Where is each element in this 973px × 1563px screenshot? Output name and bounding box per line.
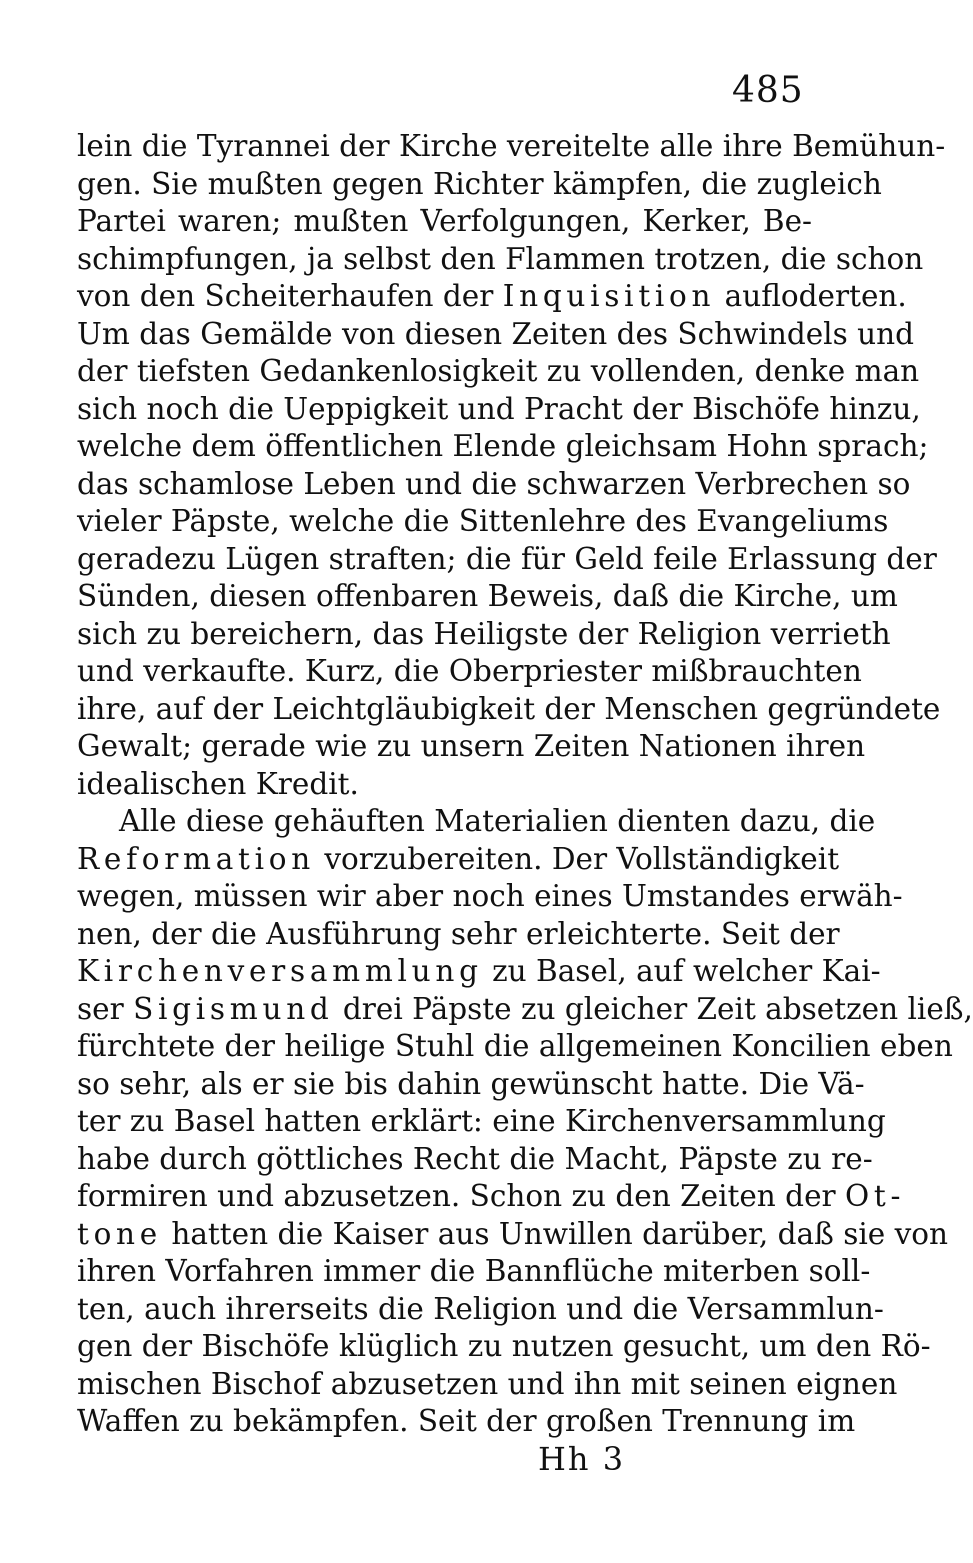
text-line: sich zu bereichern, das Heiligste der Religion verrieth: [77, 616, 891, 651]
page-number: 485: [732, 70, 804, 111]
text-line: Sünden, diesen offenbaren Beweis, daß die Kirche, um: [77, 579, 898, 613]
line-text: von den Scheiterhaufen der: [77, 279, 503, 313]
text-line: schimpfungen, ja selbst den Flammen trotzen, die schon: [77, 241, 924, 276]
text-line: ihren Vorfahren immer die Bannflüche miterben soll-: [77, 1254, 871, 1288]
text-line: ten, auch ihrerseits die Religion und die Versammlun-: [77, 1291, 884, 1326]
line-text: formiren und abzusetzen. Schon zu den Zeiten der: [77, 1179, 846, 1213]
text-line: nen, der die Ausführung sehr erleichterte. Seit der: [77, 916, 840, 951]
signature-mark: Hh 3: [538, 1440, 626, 1478]
text-line: gen. Sie mußten gegen Richter kämpfen, die zugleich: [77, 166, 882, 201]
text-line: [77, 278, 907, 316]
text-line: ihre, auf der Leichtgläubigkeit der Menschen gegründete: [77, 691, 941, 726]
line-text: aufloderten.: [715, 279, 907, 313]
emphasized-term: Inquisition: [502, 279, 716, 313]
text-line: ter zu Basel hatten erklärt: eine Kirchenversammlung: [77, 1104, 886, 1138]
line-text: hatten die Kaiser aus Unwillen darüber, daß sie von: [161, 1216, 949, 1251]
line-text: vorzubereiten. Der Vollständigkeit: [314, 841, 840, 876]
text-line: [77, 1216, 949, 1254]
text-line: und verkaufte. Kurz, die Oberpriester mißbrauchten: [77, 654, 862, 688]
text-line: Alle diese gehäuften Materialien dienten dazu, die: [119, 804, 876, 838]
emphasized-term: tone: [77, 1216, 162, 1251]
text-line: der tiefsten Gedankenlosigkeit zu vollenden, denke man: [77, 354, 920, 388]
text-line: habe durch göttliches Recht die Macht, Päpste zu re-: [77, 1141, 873, 1176]
text-line: fürchtete der heilige Stuhl die allgemeinen Koncilien eben: [77, 1029, 953, 1063]
text-line: Partei waren; mußten Verfolgungen, Kerker, Be-: [77, 204, 812, 238]
line-text: drei Päpste zu gleicher Zeit absetzen ließ,: [333, 991, 973, 1026]
text-line: geradezu Lügen straften; die für Geld feile Erlassung der: [77, 541, 937, 576]
text-line: das schamlose Leben und die schwarzen Verbrechen so: [77, 466, 911, 501]
text-line: welche dem öffentlichen Elende gleichsam Hohn sprach;: [77, 429, 929, 463]
text-line: [77, 1178, 906, 1216]
text-line: [77, 841, 840, 879]
text-line: gen der Bischöfe klüglich zu nutzen gesucht, um den Rö-: [77, 1329, 931, 1363]
text-line: vieler Päpste, welche die Sittenlehre des Evangeliums: [77, 504, 889, 538]
text-line: idealischen Kredit.: [77, 766, 359, 801]
text-block: [77, 128, 973, 1441]
text-line: sich noch die Ueppigkeit und Pracht der Bischöfe hinzu,: [77, 391, 921, 426]
text-line: Waffen zu bekämpfen. Seit der großen Trennung im: [77, 1404, 856, 1438]
line-text: zu Basel, auf welcher Kai-: [482, 954, 881, 988]
text-line: mischen Bischof abzusetzen und ihn mit seinen eignen: [77, 1366, 898, 1401]
text-line: [77, 953, 881, 991]
emphasized-term: Ot-: [845, 1179, 906, 1213]
line-text: ser: [77, 991, 134, 1026]
emphasized-term: Sigismund: [133, 991, 334, 1026]
text-line: Gewalt; gerade wie zu unsern Zeiten Nationen ihren: [77, 729, 866, 763]
text-line: [77, 991, 973, 1029]
text-line: Um das Gemälde von diesen Zeiten des Schwindels und: [77, 316, 915, 351]
text-line: so sehr, als er sie bis dahin gewünscht hatte. Die Vä-: [77, 1066, 865, 1101]
text-line: wegen, müssen wir aber noch eines Umstandes erwäh-: [77, 879, 903, 913]
emphasized-term: Reformation: [77, 841, 315, 876]
emphasized-term: Kirchenversammlung: [77, 954, 483, 988]
text-line: lein die Tyrannei der Kirche vereitelte alle ihre Bemühun-: [77, 129, 946, 163]
